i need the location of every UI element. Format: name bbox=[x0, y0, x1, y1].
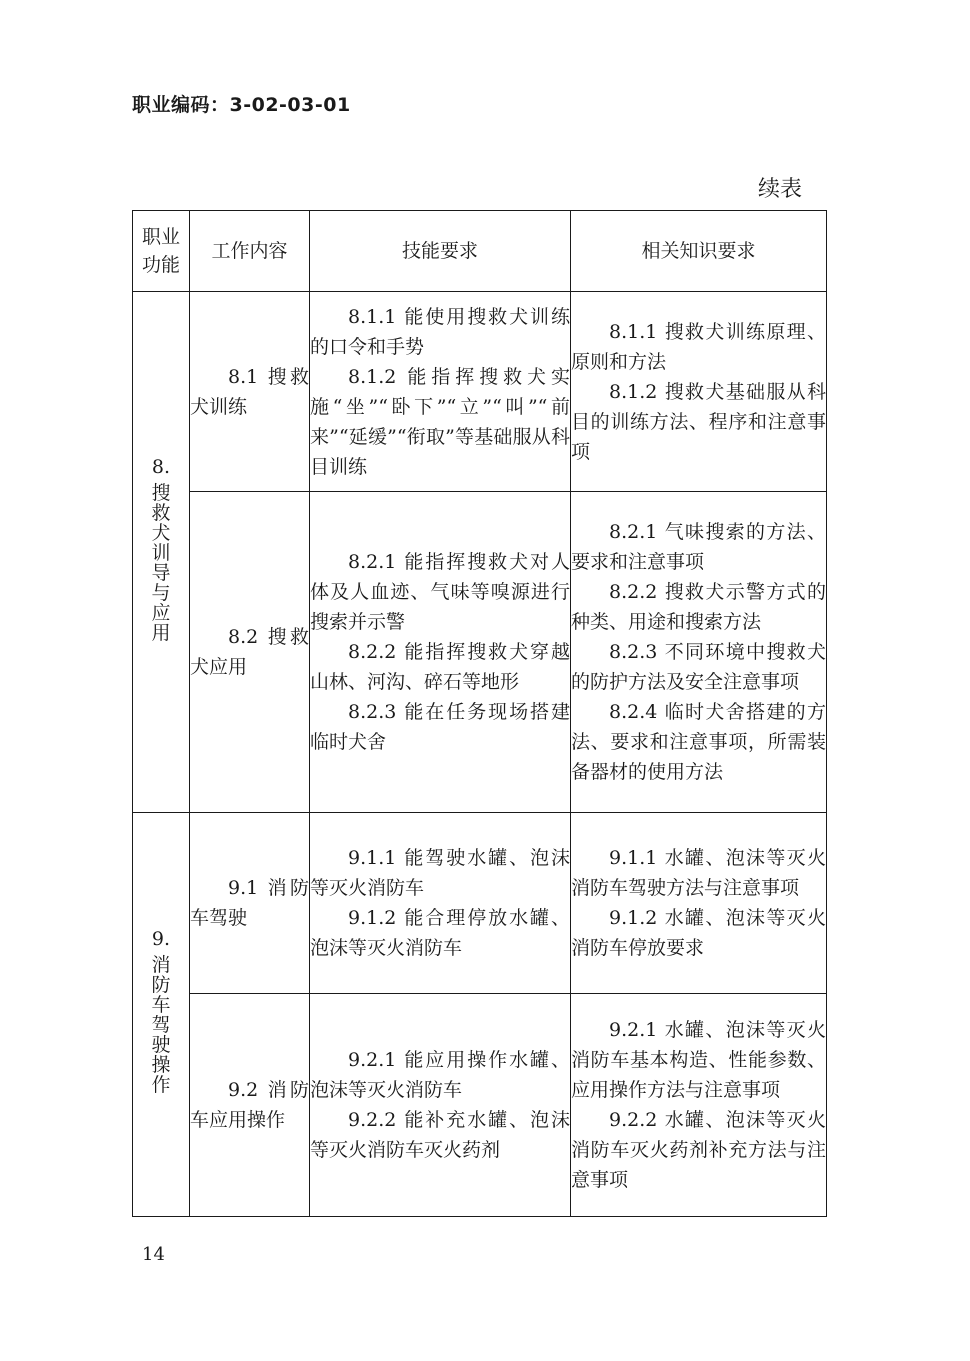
continued-table-label: 续表 bbox=[757, 177, 802, 202]
table-header-row bbox=[133, 211, 827, 292]
work-content-cell bbox=[190, 813, 310, 994]
function-cell-8 bbox=[133, 292, 190, 813]
work-content-text: 9.2 消防车应用操作 bbox=[190, 1079, 309, 1131]
work-content-cell bbox=[190, 492, 310, 813]
skills-cell bbox=[310, 292, 571, 492]
knowledge-cell bbox=[571, 292, 827, 492]
work-content-cell bbox=[190, 994, 310, 1217]
skill-item: 9.2.2 能补充水罐、泡沫等灭火消防车灭火药剂 bbox=[310, 1109, 570, 1161]
function-number: 8. bbox=[151, 455, 171, 478]
knowledge-cell bbox=[571, 492, 827, 813]
knowledge-item: 8.2.4 临时犬舍搭建的方法、要求和注意事项，所需装备器材的使用方法 bbox=[571, 701, 826, 783]
work-content-text: 8.1 搜救犬训练 bbox=[190, 365, 309, 418]
skill-item: 8.1.2 能指挥搜救犬实施“坐”“卧下”“立”“叫”“前来”“延缓”“衔取”等基础服从科目训练 bbox=[310, 365, 570, 478]
header-function bbox=[133, 211, 190, 292]
skill-item: 8.1.1 能使用搜救犬训练的口令和手势 bbox=[310, 305, 570, 358]
knowledge-item: 9.2.1 水罐、泡沫等灭火消防车基本构造、性能参数、应用操作方法与注意事项 bbox=[571, 1019, 826, 1101]
skill-standards-table bbox=[132, 210, 827, 1217]
skills-cell bbox=[310, 492, 571, 813]
knowledge-item: 9.2.2 水罐、泡沫等灭火消防车灭火药剂补充方法与注意事项 bbox=[571, 1109, 826, 1191]
knowledge-item: 8.2.3 不同环境中搜救犬的防护方法及安全注意事项 bbox=[571, 641, 826, 693]
function-cell-9 bbox=[133, 813, 190, 1217]
skills-cell bbox=[310, 813, 571, 994]
header-knowledge-requirements: 相关知识要求 bbox=[571, 211, 827, 292]
table-row bbox=[133, 492, 827, 813]
skill-item: 8.2.1 能指挥搜救犬对人体及人血迹、气味等嗅源进行搜索并示警 bbox=[310, 551, 570, 633]
work-content-text: 8.2 搜救犬应用 bbox=[190, 626, 309, 678]
skill-item: 9.1.2 能合理停放水罐、泡沫等灭火消防车 bbox=[310, 907, 570, 959]
skill-item: 8.2.2 能指挥搜救犬穿越山林、河沟、碎石等地形 bbox=[310, 641, 570, 693]
knowledge-item: 8.2.2 搜救犬示警方式的种类、用途和搜索方法 bbox=[571, 581, 826, 633]
skill-item: 9.2.1 能应用操作水罐、泡沫等灭火消防车 bbox=[310, 1049, 570, 1101]
function-name: 搜救犬训导与应用 bbox=[151, 481, 171, 644]
header-skill-requirements: 技能要求 bbox=[310, 211, 571, 292]
occupation-code: 职业编码：3-02-03-01 bbox=[132, 94, 351, 116]
skill-item: 8.2.3 能在任务现场搭建临时犬舍 bbox=[310, 701, 570, 753]
knowledge-item: 8.1.1 搜救犬训练原理、原则和方法 bbox=[571, 320, 826, 373]
function-name: 消防车驾驶操作 bbox=[151, 954, 171, 1096]
knowledge-item: 8.1.2 搜救犬基础服从科目的训练方法、程序和注意事项 bbox=[571, 380, 826, 463]
skill-item: 9.1.1 能驾驶水罐、泡沫等灭火消防车 bbox=[310, 847, 570, 899]
function-number: 9. bbox=[151, 928, 171, 950]
table-row bbox=[133, 813, 827, 994]
work-content-cell bbox=[190, 292, 310, 492]
knowledge-item: 8.2.1 气味搜索的方法、要求和注意事项 bbox=[571, 521, 826, 573]
knowledge-item: 9.1.1 水罐、泡沫等灭火消防车驾驶方法与注意事项 bbox=[571, 847, 826, 899]
header-work-content: 工作内容 bbox=[190, 211, 310, 292]
knowledge-item: 9.1.2 水罐、泡沫等灭火消防车停放要求 bbox=[571, 907, 826, 959]
work-content-text: 9.1 消防车驾驶 bbox=[190, 877, 309, 929]
knowledge-cell bbox=[571, 813, 827, 994]
knowledge-cell bbox=[571, 994, 827, 1217]
table-row bbox=[133, 994, 827, 1217]
table-row bbox=[133, 292, 827, 492]
skills-cell bbox=[310, 994, 571, 1217]
page-number: 14 bbox=[142, 1244, 165, 1265]
header-function-label: 职业功能 bbox=[141, 226, 180, 276]
